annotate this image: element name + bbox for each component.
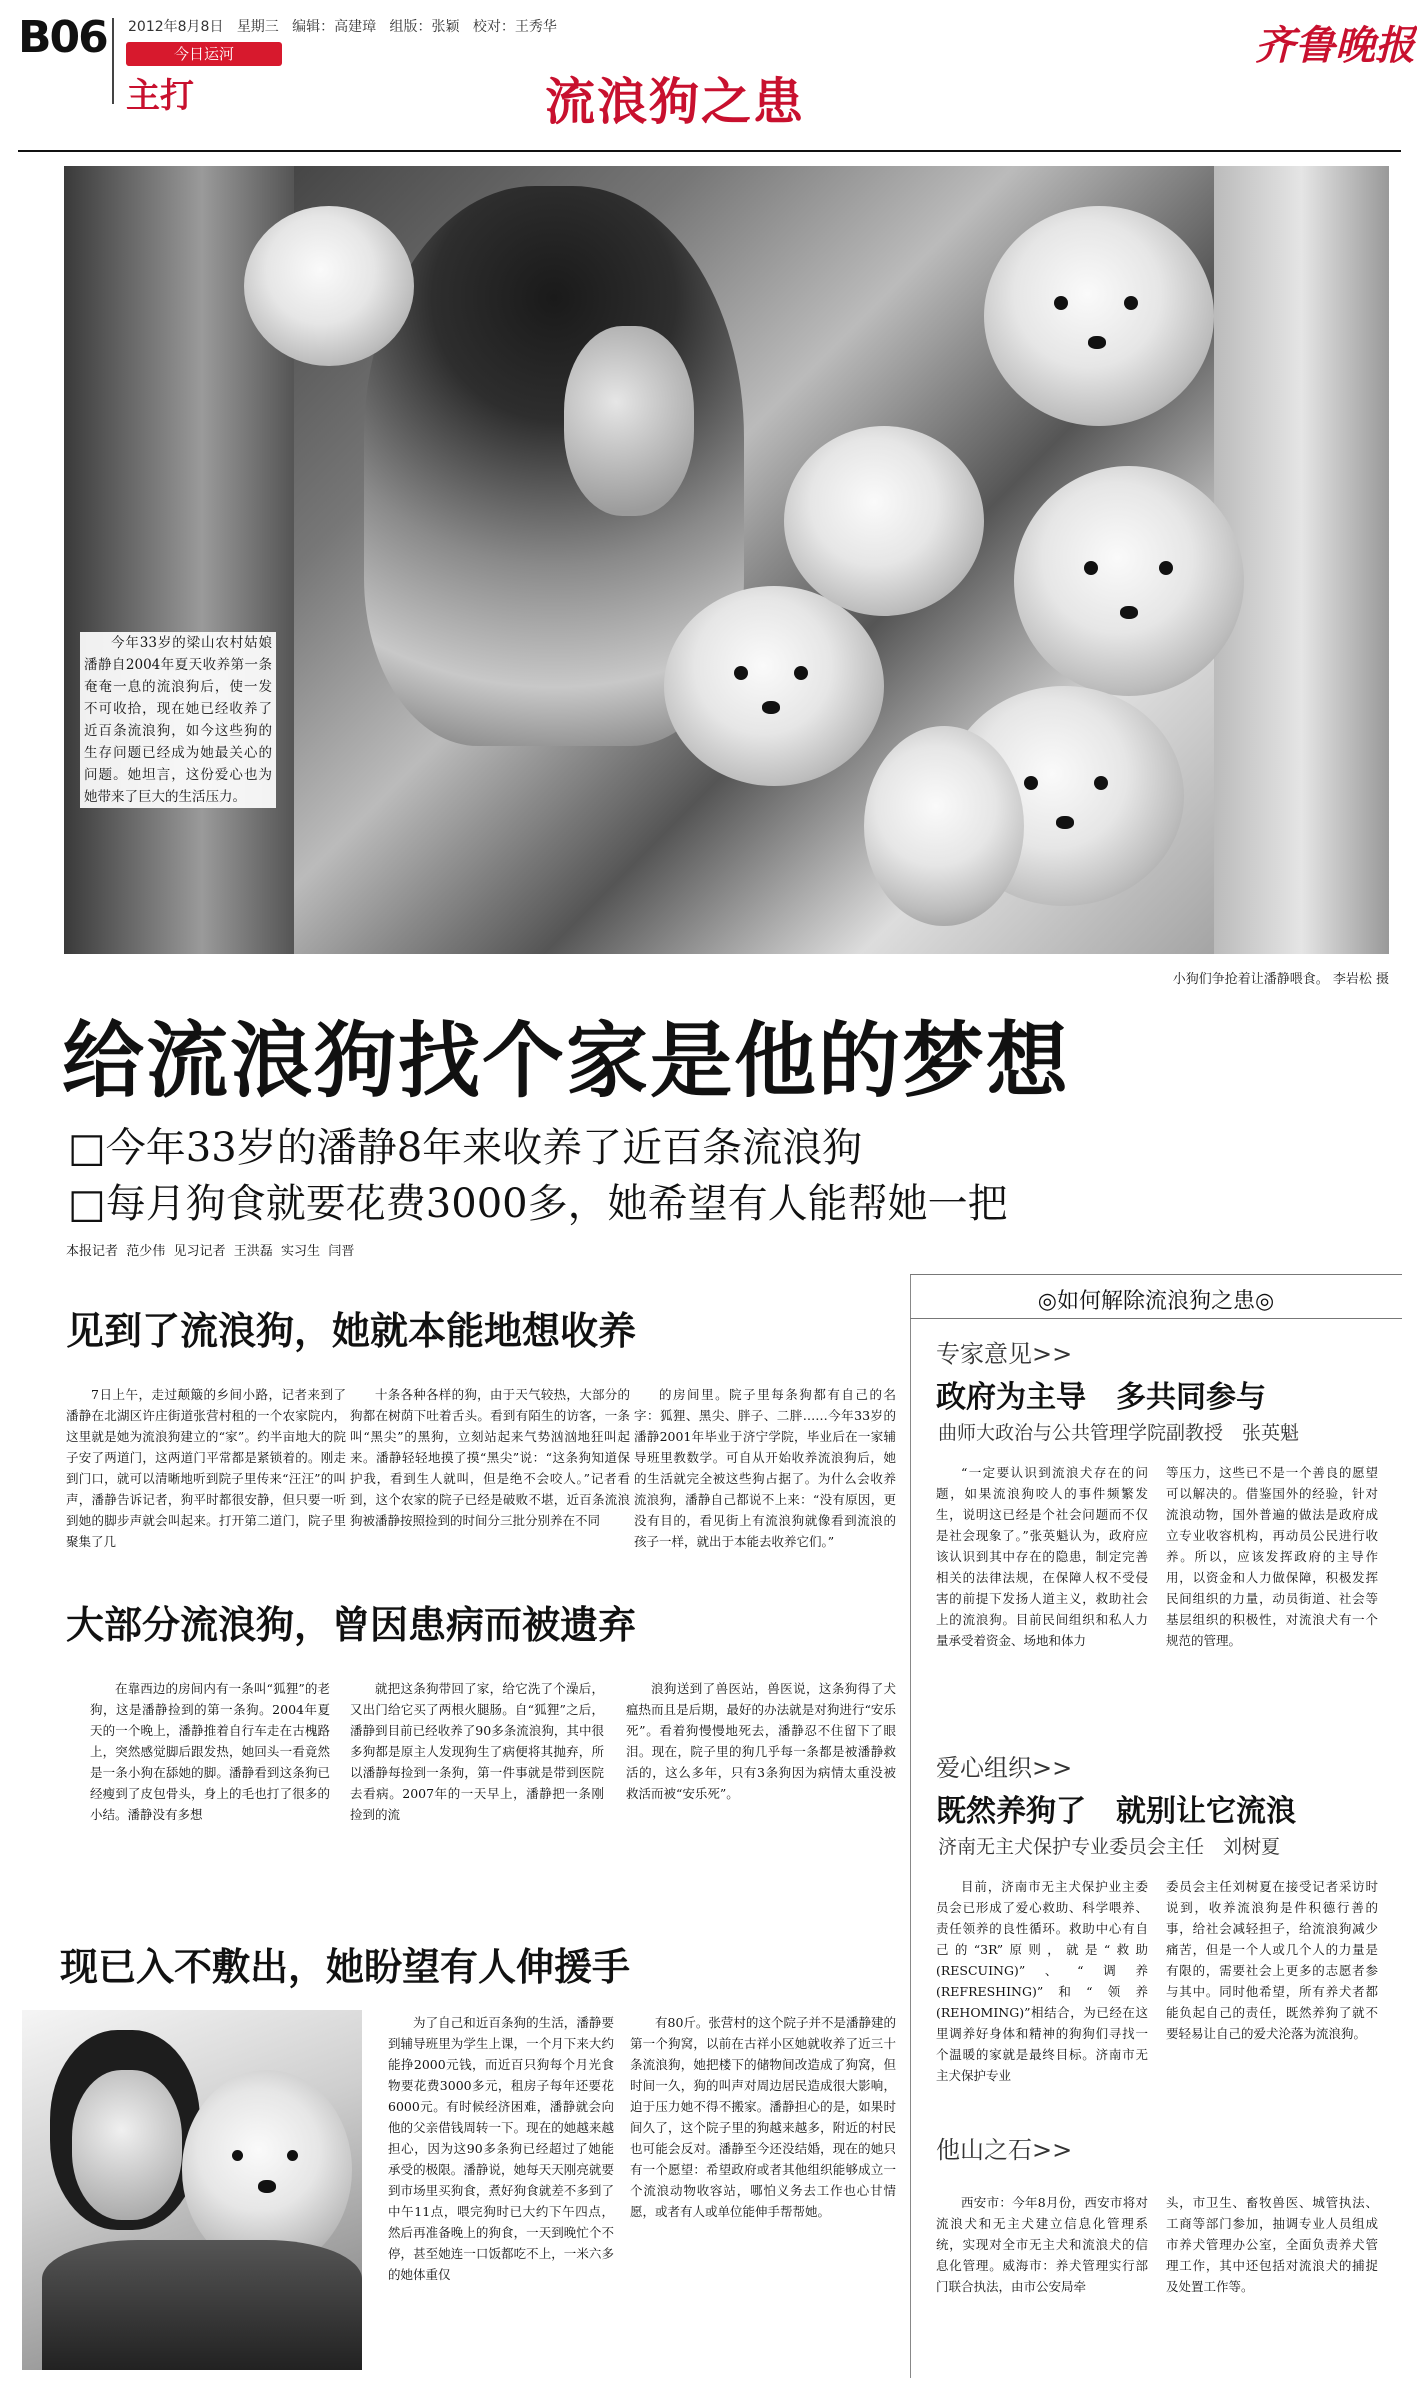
photo-woman-face: [564, 326, 694, 516]
article-column: [626, 1678, 896, 1804]
page-number: B06: [18, 12, 107, 63]
main-headline: 给流浪狗找个家是他的梦想: [62, 1014, 1071, 1109]
paragraph: 头，市卫生、畜牧兽医、城管执法、工商等部门参加，抽调专业人员组成市养犬管理办公室，全面负责养犬管理工作，其中还包括对流浪犬的捕捉及处置工作等。: [1166, 2195, 1378, 2294]
article-column: [66, 1384, 346, 1552]
topic-title: 流浪狗之患: [545, 72, 805, 131]
section-heading: 现已入不敷出，她盼望有人伸援手: [60, 1945, 631, 1989]
sidebar-rule: [910, 1318, 1402, 1319]
sidebar-subtitle: 济南无主犬保护专业委员会主任 刘树夏: [938, 1836, 1281, 1858]
article-column: [350, 1384, 630, 1531]
paragraph: 十条各种各样的狗，由于天气较热，大部分的狗都在树荫下吐着舌头。看到有陌生的访客，一条叫“黑尖”的黑狗，立刻站起来气势汹汹地狂叫起来。潘静轻轻地摸了摸“黑尖”说：“这条狗知道保护我，看到生人就叫，但是绝不会咬人。”记者看到，这个农家的院子已经是破败不堪，近百条流浪狗被潘静按照捡到的时间分三批分别养在不同: [350, 1387, 630, 1528]
sidebar-label: 他山之石>>: [936, 2136, 1073, 2164]
header-proof: 校对：王秀华: [472, 19, 557, 35]
sidebar-title: ◎如何解除流浪狗之患◎: [1037, 1289, 1275, 1314]
header-layout: 组版：张颖: [389, 19, 460, 35]
sidebar-label: 专家意见>>: [936, 1340, 1073, 1368]
paragraph: 等压力，这些已不是一个善良的愿望可以解决的。借鉴国外的经验，针对流浪动物，国外普遍的做法是政府成立专业收容机构，再动员公民进行收养。所以，应该发挥政府的主导作用，以资金和人力做保障，积极发挥民间组织的力量，动员街道、社会等基层组织的积极性，对流浪犬有一个规范的管理。: [1166, 1465, 1378, 1648]
section-name: 主打: [126, 76, 194, 116]
paragraph: 目前，济南市无主犬保护业主委员会已形成了爱心救助、科学喂养、责任领养的良性循环。救助中心有自己的“3R”原则，就是“救助(RESCUING)”、“调养(REFRESHING)”和“领养(REHOMING)”相结合，为已经在这里调养好身体和精神的狗狗们寻找一个温暖的家就是最终目标。济南市无主犬保护专业: [936, 1879, 1148, 2083]
photo-credit: 小狗们争抢着让潘静喂食。 李岩松 摄: [1172, 972, 1389, 987]
photo-dog: [784, 426, 984, 616]
sidebar-column: [936, 2192, 1148, 2297]
sidebar-subtitle: 曲师大政治与公共管理学院副教授 张英魁: [938, 1422, 1300, 1444]
sidebar-label: 爱心组织>>: [936, 1754, 1073, 1782]
photo-dog: [1014, 466, 1244, 696]
article-column: [350, 1678, 604, 1825]
inset-photo: [22, 2010, 362, 2370]
byline: 本报记者 范少伟 见习记者 王洪磊 实习生 闫晋: [66, 1244, 355, 1259]
paragraph: 就把这条狗带回了家，给它洗了个澡后，又出门给它买了两根火腿肠。自“狐狸”之后，潘静到目前已经收养了90多条流浪狗，其中很多狗都是原主人发现狗生了病便将其抛弃，所以潘静每捡到一条狗，第一件事就是带到医院去看病。2007年的一天早上，潘静把一条刚捡到的流: [350, 1681, 604, 1822]
sidebar-column: [1166, 1876, 1378, 2044]
deck-line-2: □每月狗食就要花费3000多，她希望有人能帮她一把: [68, 1181, 1008, 1227]
sidebar-heading: 既然养狗了 就别让它流浪: [936, 1794, 1296, 1829]
sidebar-column: [1166, 1462, 1378, 1651]
photo-caption: 今年33岁的梁山农村姑娘潘静自2004年夏天收养第一条奄奄一息的流浪狗后，使一发不可收拾，现在她已经收养了近百条流浪狗，如今这些狗的生存问题已经成为她最关心的问题。她坦言，这份爱心也为她带来了巨大的生活压力。: [80, 632, 276, 808]
article-column: [388, 2012, 614, 2285]
header-rule: [18, 150, 1401, 152]
newspaper-logo: 齐鲁晚报: [1255, 22, 1415, 69]
header-weekday: 星期三: [236, 19, 279, 35]
inset-photo-woman-face: [72, 2070, 182, 2220]
photo-dog: [244, 206, 414, 366]
paragraph: 有80斤。张营村的这个院子并不是潘静建的第一个狗窝，以前在古祥小区她就收养了近三十条流浪狗，她把楼下的储物间改造成了狗窝，但时间一久，狗的叫声对周边居民造成很大影响，迫于压力她不得不搬家。潘静担心的是，如果时间久了，这个院子里的狗越来越多，附近的村民也可能会反对。潘静至今还没结婚，现在的她只有一个愿望：希望政府或者其他组织能够成立一个流浪动物收容站，哪怕义务去工作也心甘情愿，或者有人或单位能伸手帮帮她。: [630, 2015, 896, 2219]
section-heading: 见到了流浪狗，她就本能地想收养: [66, 1309, 637, 1353]
sidebar-column: [936, 1462, 1148, 1651]
article-column: [630, 2012, 896, 2222]
paragraph: “一定要认识到流浪犬存在的问题，如果流浪狗咬人的事件频繁发生，说明这已经是个社会问题而不仅是社会现象了。”张英魁认为，政府应该认识到其中存在的隐患，制定完善相关的法律法规，在保障人权不受侵害的前提下发扬人道主义，救助社会上的流浪狗。目前民间组织和私人力量承受着资金、场地和体力: [936, 1465, 1148, 1648]
header-date: 2012年8月8日: [128, 19, 224, 35]
deck-line-1: □今年33岁的潘静8年来收养了近百条流浪狗: [68, 1125, 863, 1171]
article-column: [90, 1678, 330, 1825]
photo-dog: [664, 586, 884, 786]
paragraph: 西安市：今年8月份，西安市将对流浪犬和无主犬建立信息化管理系统，实现对全市无主犬和流浪犬的信息化管理。威海市：养犬管理实行部门联合执法，由市公安局牵: [936, 2195, 1148, 2294]
article-column: [634, 1384, 896, 1552]
main-photo: [64, 166, 1389, 954]
section-tag: 今日运河: [126, 42, 282, 66]
section-heading: 大部分流浪狗，曾因患病而被遗弃: [66, 1603, 637, 1647]
sidebar-heading: 政府为主导 多共同参与: [936, 1380, 1266, 1415]
photo-dog: [864, 726, 1024, 926]
header-meta: [128, 16, 557, 36]
sidebar-column: [936, 1876, 1148, 2086]
paragraph: 浪狗送到了兽医站，兽医说，这条狗得了犬瘟热而且是后期，最好的办法就是对狗进行“安乐死”。看着狗慢慢地死去，潘静忍不住留下了眼泪。现在，院子里的狗几乎每一条都是被潘静救活的，这么多年，只有3条狗因为病情太重没被救活而被“安乐死”。: [626, 1681, 896, 1801]
paragraph: 的房间里。院子里每条狗都有自己的名字：狐狸、黑尖、胖子、二胖……今年33岁的潘静2001年毕业于济宁学院，毕业后在一家辅导班里教数学。可自从开始收养流浪狗后，她的生活就完全被这些狗占据了。为什么会收养流浪狗，潘静自己都说不上来：“没有原因，更没有目的，看见街上有流浪狗就像看到流浪的孩子一样，就出于本能去收养它们。”: [634, 1387, 896, 1549]
paragraph: 委员会主任刘树夏在接受记者采访时说到，收养流浪狗是件积德行善的事，给社会减轻担子，给流浪狗减少痛苦，但是一个人或几个人的力量是有限的，需要社会上更多的志愿者参与其中。同时他希望，所有养犬者都能负起自己的责任，既然养狗了就不要轻易让自己的爱犬沦落为流浪狗。: [1166, 1879, 1378, 2041]
sidebar-column: [1166, 2192, 1378, 2297]
header-divider-vertical: [112, 18, 114, 104]
header-editor: 编辑：高建璋: [292, 19, 377, 35]
photo-dog: [984, 206, 1214, 426]
paragraph: 为了自己和近百条狗的生活，潘静要到辅导班里为学生上课，一个月下来大约能挣2000元钱，而近百只狗每个月光食物要花费3000多元，租房子每年还要花6000元。有时候经济困难，潘静就会向他的父亲借钱周转一下。现在的她越来越担心，因为这90多条狗已经超过了她能承受的极限。潘静说，她每天天刚亮就要到市场里买狗食，煮好狗食就差不多到了中午11点，喂完狗时已大约下午四点，然后再准备晚上的狗食，一天到晚忙个不停，甚至她连一口饭都吃不上，一米六多的她体重仅: [388, 2015, 614, 2282]
paragraph: 在靠西边的房间内有一条叫“狐狸”的老狗，这是潘静捡到的第一条狗。2004年夏天的一个晚上，潘静推着自行车走在古槐路上，突然感觉脚后跟发热，她回头一看竟然是一条小狗在舔她的脚。潘静看到这条狗已经瘦到了皮包骨头，身上的毛也打了很多的小结。潘静没有多想: [90, 1681, 330, 1822]
sidebar-rule-top: [910, 1274, 1402, 1275]
paragraph: 7日上午，走过颠簸的乡间小路，记者来到了潘静在北湖区许庄街道张营村租的一个农家院内，这里就是她为流浪狗建立的“家”。约半亩地大的院子安了两道门，这两道门平常都是紧锁着的。刚走到门口，就可以清晰地听到院子里传来“汪汪”的叫声，潘静告诉记者，狗平时都很安静，但只要一听到她的脚步声就会叫起来。打开第二道门，院子里聚集了几: [66, 1387, 346, 1549]
inset-photo-arm: [42, 2240, 362, 2370]
